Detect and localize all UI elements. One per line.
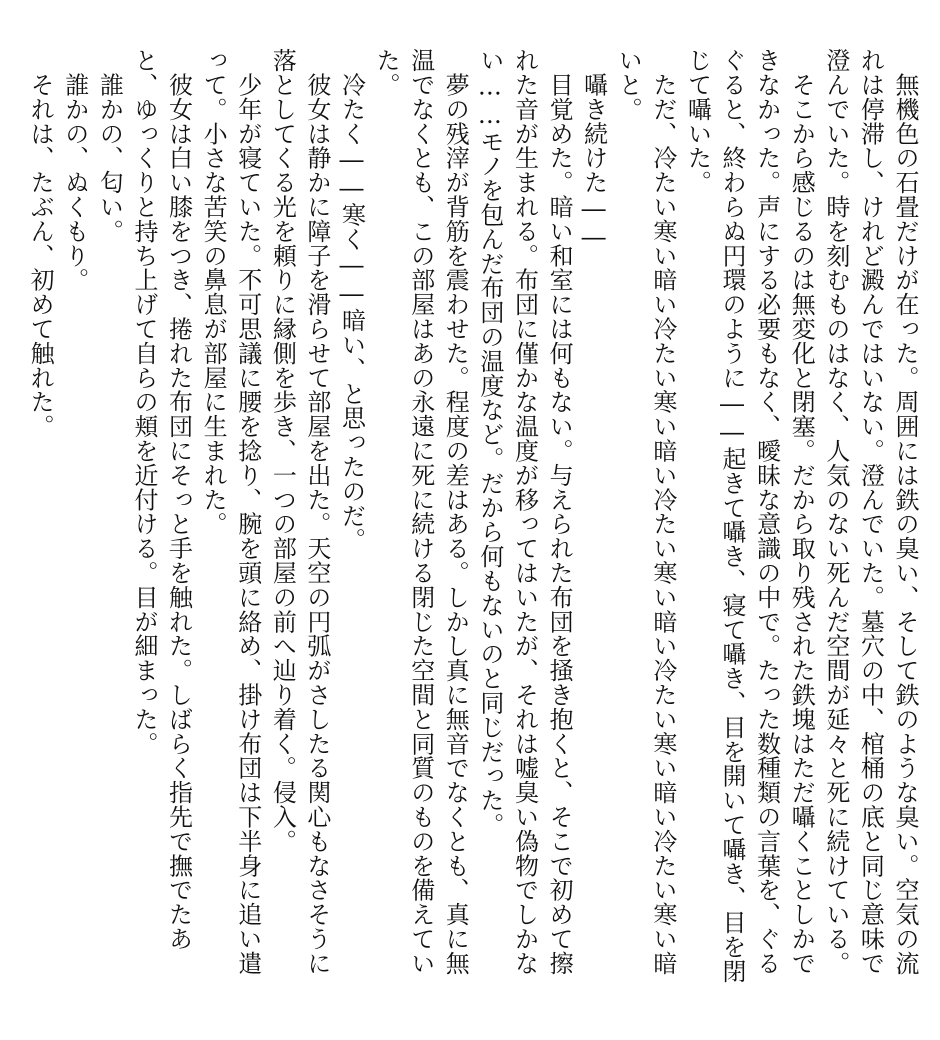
paragraph-1: 無機色の石畳だけが在った。周囲には鉄の臭い、そして鉄のような臭い。空気の流れは停滞し、けれど澱んではいない。澄んでいた。墓穴の中、棺桶の底と同じ意味で澄んでいた。時を刻むものはなく、人気のない死んだ空間が延々と死に続けている。 — [821, 48, 919, 976]
paragraph-12: 誰かの、ぬくもり。 — [60, 48, 89, 292]
paragraph-7: 冷たく――寒く――暗い、と思ったのだ。 — [337, 48, 366, 552]
paragraph-8: 彼女は静かに障子を滑らせて部屋を出た。天空の円弧がさしたる関心もなさそうに落としてくる光を頼りに縁側を歩き、一つの部屋の前へ辿り着く。侵入。 — [268, 48, 331, 976]
paragraph-6: 夢の残滓が背筋を震わせた。程度の差はある。しかし真に無音でなくとも、真に無温でなくとも、この部屋はあの永遠に死に続ける閉じた空間と同質のものを備えていた。 — [372, 48, 470, 976]
paragraph-10: 彼女は白い膝をつき、捲れた布団にそっと手を触れた。しばらく指先で撫でたあと、ゆっくりと持ち上げて自らの頬を近付ける。目が細まった。 — [129, 48, 193, 951]
paragraph-2: そこから感じるのは無変化と閉塞。だから取り残された鉄塊はただ囁くことしかできなかった。声にする必要もなく、曖昧な意識の中で。たった数種類の言葉を、ぐるぐると、終わらぬ円環のように――起きて囁き、寝て囁き、目を開いて囁き、目を閉じて囁いた。 — [683, 48, 816, 984]
paragraph-13: それは、たぶん、初めて触れた。 — [26, 48, 55, 439]
paragraph-5: 目覚めた。暗い和室には何もない。与えられた布団を掻き抱くと、そこで初めて擦れた音が生まれる。布団に僅かな温度が移ってはいたが、それは嘘臭い偽物でしかない……モノを包んだ布団の温度など。だから何もないのと同じだった。 — [475, 48, 574, 976]
paragraph-11: 誰かの、匂い。 — [95, 48, 124, 244]
paragraph-3: ただ、冷たい寒い暗い冷たい寒い暗い冷たい寒い暗い冷たい寒い暗い冷たい寒い暗いと。 — [614, 48, 677, 976]
paragraph-4: 囁き続けた―― — [579, 48, 608, 252]
paragraph-9: 少年が寝ていた。不可思議に腰を捻り、腕を頭に絡め、掛け布団は下半身に追い遣って。小さな苦笑の鼻息が部屋に生まれた。 — [199, 48, 262, 976]
vertical-text-body — [17, 48, 922, 998]
